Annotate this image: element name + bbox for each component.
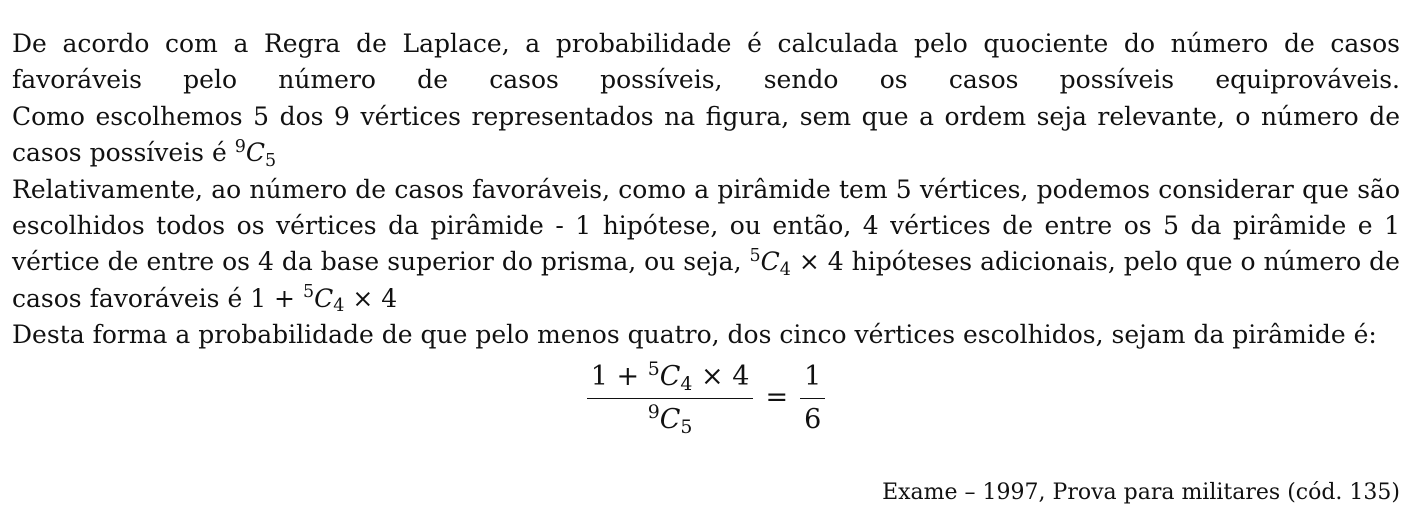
- paragraph-laplace: [12, 26, 1400, 99]
- result-denominator: 6: [804, 404, 822, 436]
- equation-fraction-right: [800, 360, 825, 438]
- math-c: C: [659, 360, 681, 392]
- math-sub-4: 4: [680, 372, 693, 395]
- math-sub-5: 5: [680, 416, 693, 439]
- exam-source: Exame – 1997, Prova para militares (cód. 135): [882, 480, 1400, 505]
- math-one-plus: 1 +: [590, 360, 640, 392]
- math-sub-4: 4: [333, 296, 345, 317]
- result-numerator: 1: [804, 360, 822, 392]
- equals-sign: =: [765, 382, 789, 414]
- equation-denominator: [644, 399, 697, 437]
- laplace-text: De acordo com a Regra de Laplace, a probabilidade é calculada pelo quociente do número de casos favoráveis pelo número de casos possíveis, sendo os casos possíveis equiprováveis.: [12, 29, 1400, 95]
- paragraph-possible-cases: [12, 99, 1400, 172]
- math-sub-4: 4: [779, 259, 791, 280]
- possible-cases-text: Como escolhemos 5 dos 9 vértices representados na figura, sem que a ordem seja relevante, o número de casos possíveis é: [12, 101, 1400, 168]
- math-sub-5: 5: [265, 150, 277, 171]
- math-c: C: [314, 283, 334, 313]
- math-5c4x4: [749, 245, 844, 280]
- math-times-4: × 4: [701, 360, 750, 392]
- equation-numerator: [587, 357, 754, 398]
- math-1-plus-5c4x4: [250, 282, 398, 317]
- math-sup-5: 5: [749, 245, 761, 266]
- math-times-4: × 4: [798, 247, 844, 277]
- math-sup-5: 5: [302, 282, 315, 303]
- probability-equation: [12, 358, 1400, 440]
- favorable-cases-text: Relativamente, ao número de casos favoráveis, como a pirâmide tem 5 vértices, podemos considerar que são escolhidos todos os vértices da pirâmide - 1 hipótese, ou então, 4 vértices de entre os 5 da pirâmide e 1 vértice de entre os 4 da base superior do prisma, ou seja,: [12, 174, 1400, 277]
- math-c: C: [245, 138, 265, 168]
- paragraph-favorable-cases: [12, 172, 1400, 318]
- math-sup-9: 9: [234, 136, 246, 157]
- paragraph-probability: [12, 317, 1400, 353]
- math-times-4: × 4: [352, 283, 398, 313]
- math-sup-9: 9: [647, 401, 660, 424]
- math-sup-5: 5: [647, 357, 660, 380]
- favorable-cases-text-end: hipóteses adicionais, pelo que o número de casos favoráveis é: [12, 247, 1400, 313]
- math-one-plus: 1 +: [250, 283, 296, 313]
- math-9c5: [234, 136, 277, 171]
- probability-text: Desta forma a probabilidade de que pelo menos quatro, dos cinco vértices escolhidos, sejam da pirâmide é:: [12, 320, 1377, 350]
- math-c: C: [760, 247, 780, 277]
- math-c: C: [659, 404, 681, 436]
- equation-fraction-left: [587, 357, 754, 439]
